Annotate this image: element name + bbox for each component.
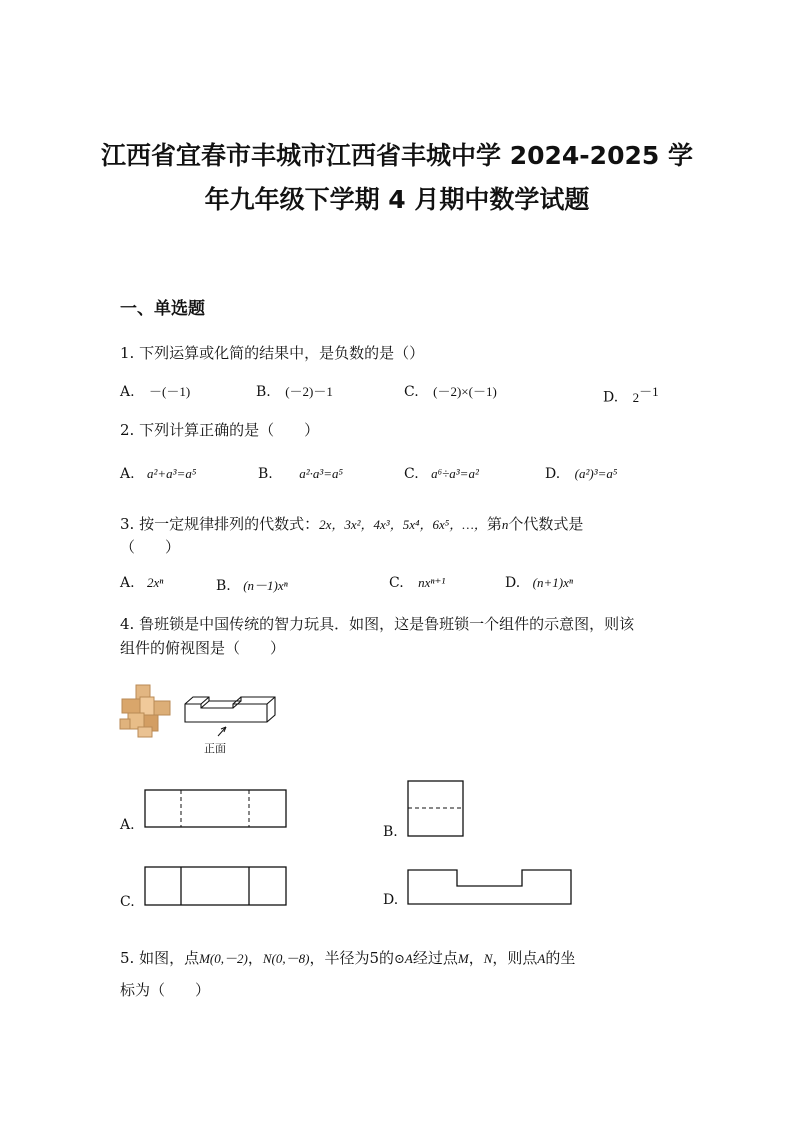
- q1-option-c[interactable]: C. (－2)×(－1): [404, 384, 497, 400]
- title-line-1: 江西省宜春市丰城市江西省丰城中学 2024-2025 学: [101, 141, 693, 170]
- circle-a: ⊙A: [394, 951, 413, 966]
- q4-option-a-figure[interactable]: [144, 789, 288, 829]
- q2-option-d[interactable]: D. (a²)³=a⁵: [545, 466, 618, 482]
- question-5-line-1: 5. 如图，点M(0,－2)，N(0,－8)，半径为5的⊙A经过点M，N，则点A的坐: [120, 949, 576, 967]
- q2-option-b[interactable]: B. a²·a³=a⁵: [258, 466, 344, 482]
- q2-option-c[interactable]: C. a⁶÷a³=a²: [404, 466, 479, 482]
- q1-option-b[interactable]: B. (－2)－1: [256, 384, 333, 400]
- front-label: 正面: [204, 742, 226, 755]
- q4-option-d-label[interactable]: D.: [383, 892, 399, 908]
- q2-option-a[interactable]: A. a²+a³=a⁵: [120, 466, 197, 482]
- q3-option-c[interactable]: C. nxⁿ⁺¹: [389, 575, 446, 591]
- q1-option-a[interactable]: A. －(－1): [120, 384, 191, 400]
- q4-option-b-figure[interactable]: [407, 780, 465, 838]
- q4-option-d-figure[interactable]: [407, 868, 573, 906]
- q4-option-c-figure[interactable]: [144, 866, 288, 907]
- component-schematic: [182, 695, 278, 757]
- point-m: M(0,－2): [199, 951, 248, 966]
- point-n: N(0,－8): [262, 951, 310, 966]
- question-2-text: 2. 下列计算正确的是（ ）: [120, 421, 320, 439]
- q4-option-a-label[interactable]: A.: [120, 817, 135, 833]
- section-heading: 一、单选题: [120, 299, 205, 319]
- question-3-line-2: （ ）: [120, 538, 181, 556]
- question-4-line-1: 4. 鲁班锁是中国传统的智力玩具．如图，这是鲁班锁一个组件的示意图，则该: [120, 615, 635, 633]
- q3-option-d[interactable]: D. (n+1)xⁿ: [505, 575, 573, 591]
- q4-option-b-label[interactable]: B.: [383, 824, 398, 840]
- q3-option-b[interactable]: B. (n－1)xⁿ: [216, 578, 288, 594]
- q3-sequence: 2x，3x²，4x³，5x⁴，6x⁵，…，: [319, 517, 487, 532]
- question-5-line-2: 标为（ ）: [120, 981, 211, 999]
- question-3-text: 3. 按一定规律排列的代数式：2x，3x²，4x³，5x⁴，6x⁵，…，第n个代数式是: [120, 515, 584, 533]
- q1-option-d[interactable]: D. $2^{-1}$: [603, 384, 659, 406]
- luban-lock-photo: [118, 683, 174, 739]
- title-line-2: 年九年级下学期 4 月期中数学试题: [204, 185, 590, 214]
- q3-option-a[interactable]: A. 2xⁿ: [120, 575, 164, 591]
- q4-option-c-label[interactable]: C.: [120, 894, 135, 910]
- question-4-line-2: 组件的俯视图是（ ）: [120, 639, 286, 657]
- question-1-text: 1. 下列运算或化简的结果中，是负数的是（）: [120, 344, 425, 362]
